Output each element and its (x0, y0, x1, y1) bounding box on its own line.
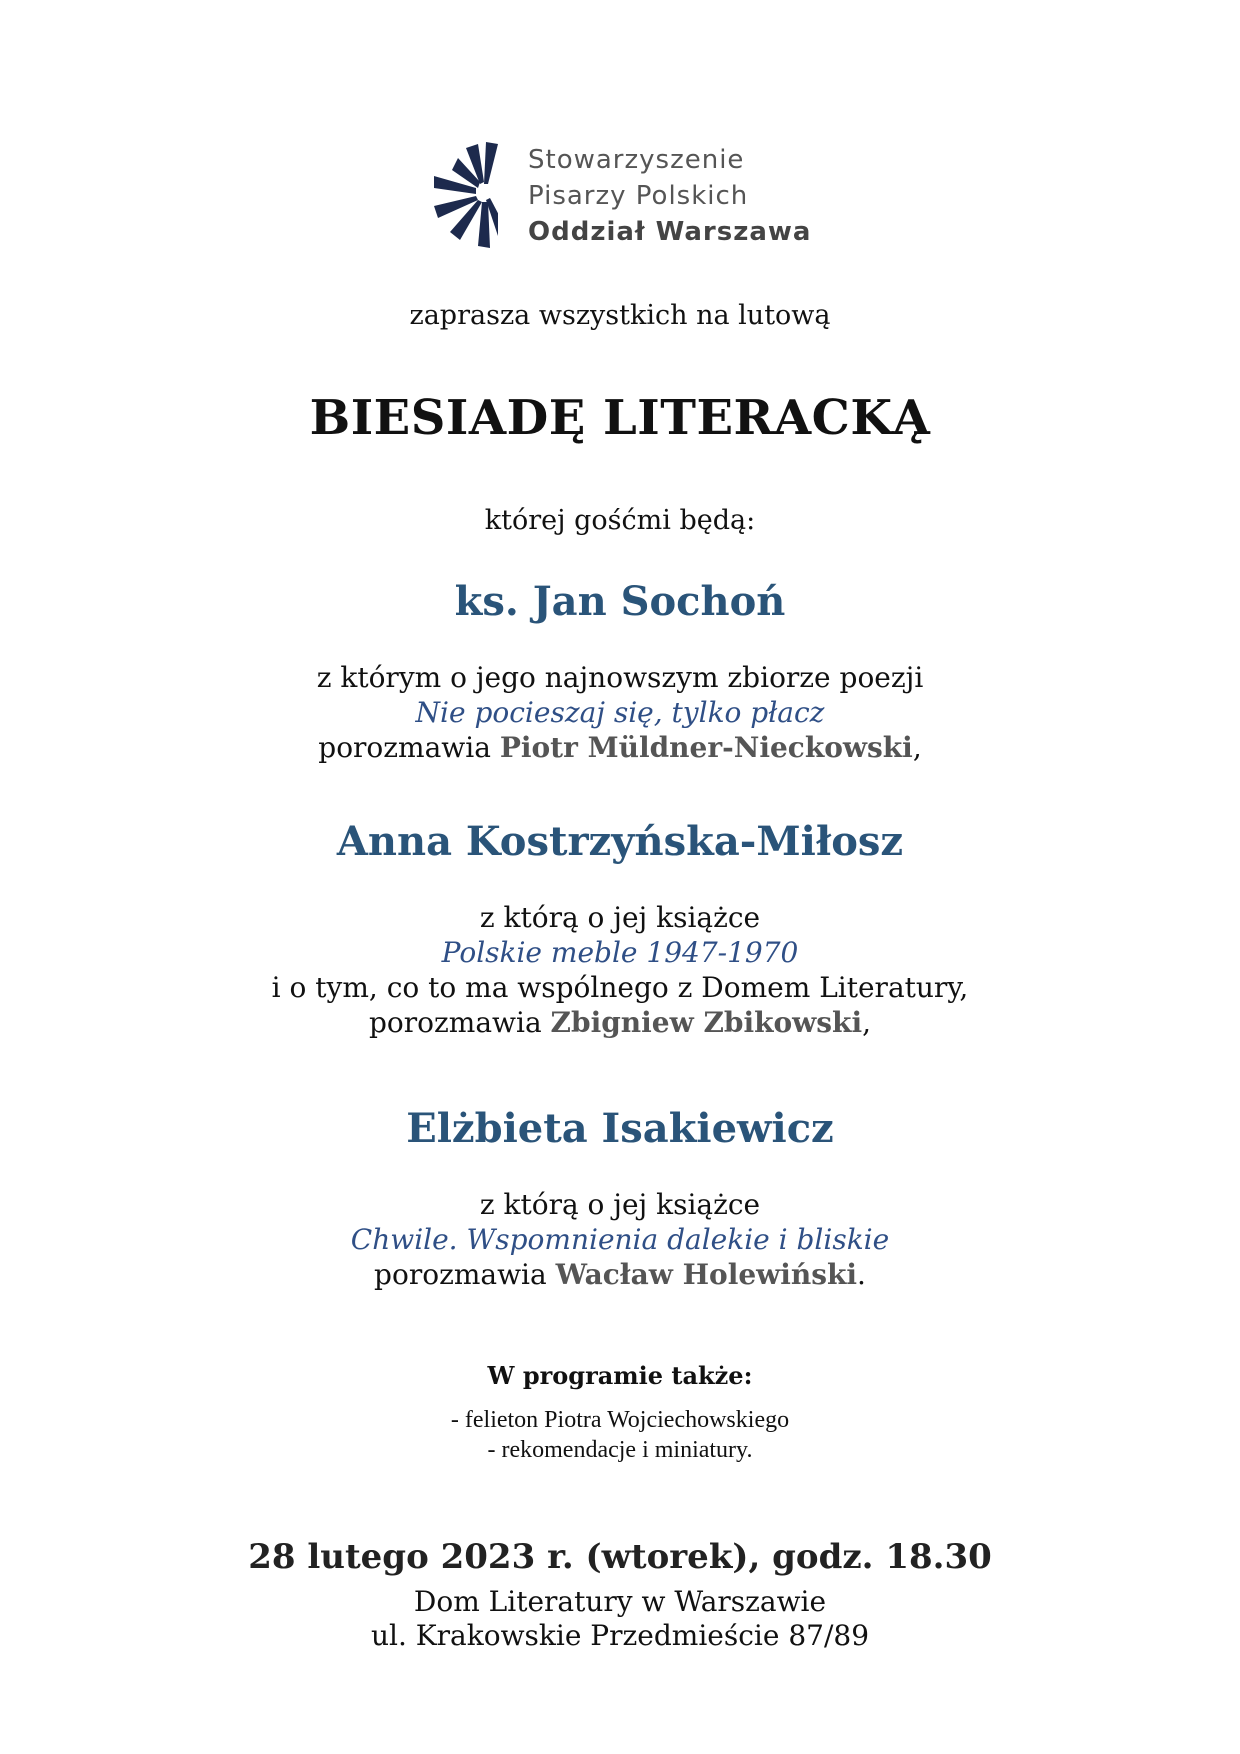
logo-line-3: Oddział Warszawa (528, 217, 812, 247)
logo (418, 136, 838, 256)
punct: , (912, 731, 922, 764)
guest-3-moderator-line (0, 1257, 1240, 1292)
logo-line-1: Stowarzyszenie (528, 145, 745, 175)
event-address: ul. Krakowskie Przedmieście 87/89 (370, 1619, 870, 1652)
guest-3-book: Chwile. Wspomnienia dalekie i bliskie (350, 1223, 890, 1256)
guests-intro: której gośćmi będą: (484, 505, 756, 536)
punct: . (857, 1258, 866, 1291)
guest-2-moderator: Zbigniew Zbikowski (550, 1006, 863, 1039)
guest-name-1: ks. Jan Sochoń (454, 578, 786, 625)
guest-1-moderator: Piotr Müldner-Nieckowski (499, 731, 913, 764)
page-title: BIESIADĘ LITERACKĄ (309, 390, 931, 446)
punct: , (862, 1006, 871, 1039)
guest-3-moderator: Wacław Holewiński (555, 1258, 858, 1291)
guest-name-3: Elżbieta Isakiewicz (406, 1105, 834, 1152)
guest-3-desc: z którą o jej książce (479, 1188, 761, 1221)
quill-logo-icon (418, 136, 498, 252)
moderator-prefix: porozmawia (374, 1258, 556, 1291)
guest-2-moderator-line (0, 1005, 1240, 1040)
guest-name-2: Anna Kostrzyńska-Miłosz (336, 818, 904, 865)
program-item: - felieton Piotra Wojciechowskiego (450, 1407, 790, 1433)
guest-2-desc: z którą o jej książce (479, 901, 761, 934)
moderator-prefix: porozmawia (369, 1006, 551, 1039)
moderator-prefix: porozmawia (318, 731, 500, 764)
event-venue: Dom Literatury w Warszawie (413, 1585, 827, 1618)
guest-2-book: Polskie meble 1947-1970 (441, 936, 799, 969)
guest-2-extra: i o tym, co to ma wspólnego z Domem Literatury, (271, 971, 969, 1004)
guest-1-moderator-line (0, 730, 1240, 765)
intro-text: zaprasza wszystkich na lutową (409, 300, 831, 331)
event-date: 28 lutego 2023 r. (wtorek), godz. 18.30 (248, 1537, 992, 1577)
program-item: - rekomendacje i miniatury. (487, 1437, 753, 1463)
guest-1-desc: z którym o jego najnowszym zbiorze poezji (316, 661, 924, 694)
logo-line-2: Pisarzy Polskich (528, 181, 749, 211)
program-heading: W programie także: (487, 1361, 753, 1390)
guest-1-book: Nie pocieszaj się, tylko płacz (415, 696, 825, 729)
